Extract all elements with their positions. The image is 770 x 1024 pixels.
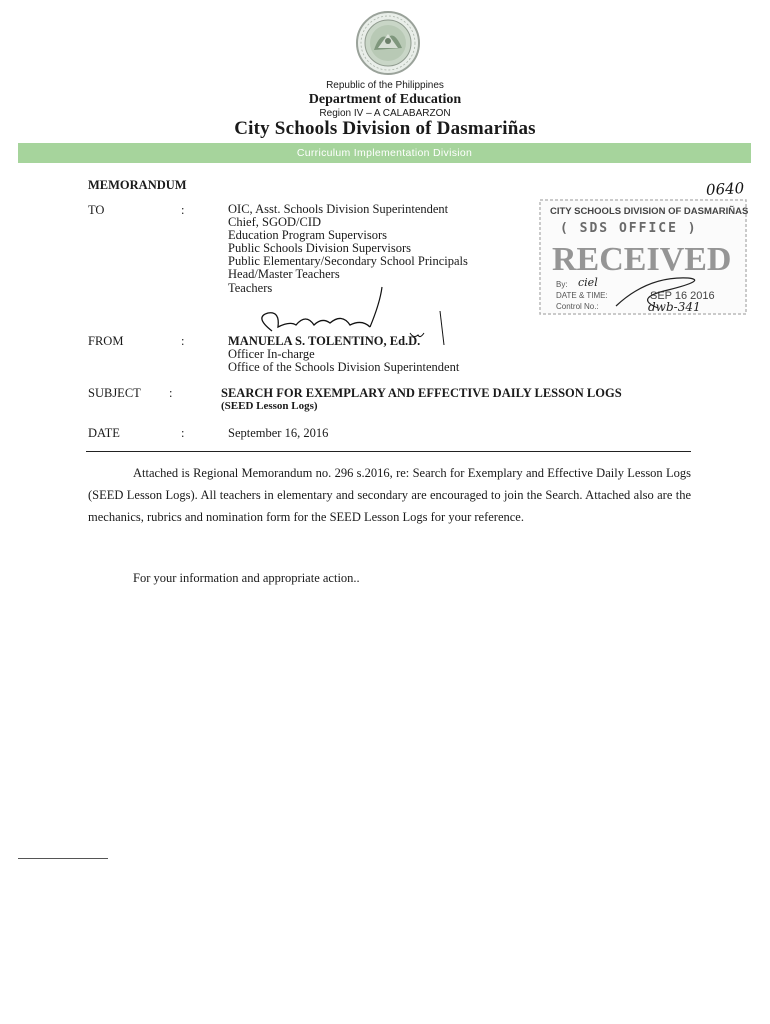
date-label: DATE [88, 426, 120, 440]
from-name: MANUELA S. TOLENTINO, Ed.D. [228, 334, 421, 348]
unit-band: Curriculum Implementation Division [18, 143, 751, 163]
stamp-datetime-value: SEP 16 2016 [650, 290, 715, 302]
to-recipient: Head/Master Teachers [228, 267, 340, 282]
received-stamp [538, 198, 748, 316]
footer-rule [18, 858, 108, 859]
republic-line: Republic of the Philippines [326, 80, 444, 91]
to-label: TO [88, 203, 105, 217]
header-divider [86, 451, 691, 452]
memo-heading: MEMORANDUM [88, 178, 187, 192]
memo-number-handwritten: 0640 [705, 179, 745, 199]
to-colon: : [181, 203, 185, 217]
to-recipient: OIC, Asst. Schools Division Superintendent [228, 202, 449, 216]
subject-colon: : [169, 386, 173, 400]
stamp-control-label: Control No.: [556, 302, 599, 311]
deped-division-seal-icon [344, 10, 432, 76]
subject-label: SUBJECT [88, 386, 141, 400]
division-seal [344, 10, 432, 76]
to-recipient: Public Elementary/Secondary School Principals [228, 254, 468, 269]
body-paragraph: Attached is Regional Memorandum no. 296 s.2016, re: Search for Exemplary and Effective Daily Lesson Logs (SEED Lesson Logs). All teachers in elementary and secondary are encouraged to join the Search. Attached also are the mechanics, rubrics and nomination form for the SEED Lesson Logs for your reference. [88, 466, 691, 524]
stamp-by-value: ciel [578, 276, 598, 289]
to-recipient: Public Schools Division Supervisors [228, 241, 411, 256]
to-recipient-list [228, 203, 468, 295]
subject-line2: (SEED Lesson Logs) [221, 400, 318, 412]
to-recipient: Chief, SGOD/CID [228, 215, 322, 230]
date-colon: : [181, 426, 185, 440]
stamp-by-label: By: [556, 280, 568, 289]
stamp-line1: CITY SCHOOLS DIVISION OF DASMARIÑAS [550, 206, 748, 217]
to-recipient: Education Program Supervisors [228, 228, 388, 243]
closing-line: For your information and appropriate action.. [133, 571, 360, 585]
from-label: FROM [88, 334, 124, 348]
department-name: Department of Education [308, 92, 462, 107]
from-title: Officer In-charge [228, 347, 315, 361]
to-recipient: Teachers [228, 280, 273, 295]
from-colon: : [181, 334, 185, 348]
division-name: City Schools Division of Dasmariñas [234, 118, 536, 139]
stamp-received: RECEIVED [552, 241, 732, 278]
stamp-line2: ( SDS OFFICE ) [560, 221, 698, 236]
stamp-datetime-label: DATE & TIME: [556, 291, 608, 300]
region-line: Region IV – A CALABARZON [319, 108, 451, 119]
received-stamp-graphic [538, 198, 748, 316]
date-value: September 16, 2016 [228, 426, 329, 440]
subject-line1: SEARCH FOR EXEMPLARY AND EFFECTIVE DAILY LESSON LOGS [221, 386, 622, 400]
stamp-control-value: dwb-341 [648, 300, 701, 314]
from-office: Office of the Schools Division Superintendent [228, 360, 460, 374]
